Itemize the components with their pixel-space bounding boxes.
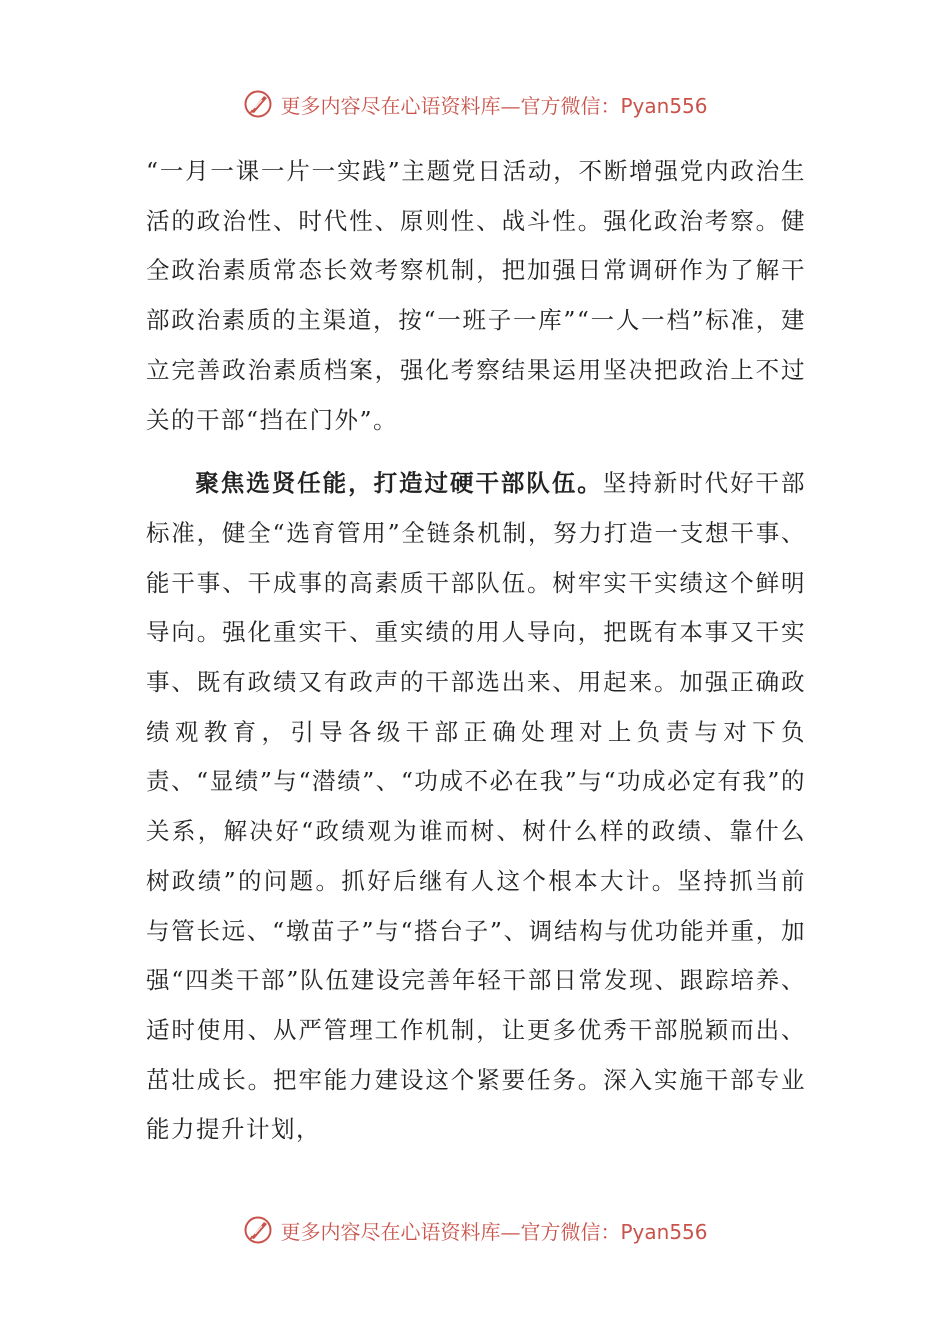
footer-banner bbox=[0, 1210, 950, 1250]
document-body bbox=[146, 147, 806, 1155]
banner-text bbox=[280, 90, 707, 119]
paragraph-2-body: 坚持新时代好干部标准，健全“选育管用”全链条机制，努力打造一支想干事、能干事、干成事的高素质干部队伍。树牢实干实绩这个鲜明导向。强化重实干、重实绩的用人导向，把既有本事又干实事、既有政绩又有政声的干部选出来、用起来。加强正确政绩观教育，引导各级干部正确处理对上负责与对下负责、“显绩”与“潜绩”、“功成不必在我”与“功成必定有我”的关系，解决好“政绩观为谁而树、树什么样的政绩、靠什么树政绩”的问题。抓好后继有人这个根本大计。坚持抓当前与管长远、“墩苗子”与“搭台子”、调结构与优功能并重，加强“四类干部”队伍建设完善年轻干部日常发现、跟踪培养、适时使用、从严管理工作机制，让更多优秀干部脱颖而出、茁壮成长。把牢能力建设这个紧要任务。深入实施干部专业能力提升计划， bbox=[146, 469, 807, 1144]
banner-prefix: 更多内容尽在心语资料库—官方微信： bbox=[280, 1219, 621, 1244]
paragraph-1: “一月一课一片一实践”主题党日活动，不断增强党内政治生活的政治性、时代性、原则性、战斗性。强化政治考察。健全政治素质常态长效考察机制，把加强日常调研作为了解干部政治素质的主渠道，按“一班子一库”“一人一档”标准，建立完善政治素质档案，强化考察结果运用坚决把政治上不过关的干部“挡在门外”。 bbox=[146, 157, 806, 434]
quill-pen-logo-icon bbox=[242, 88, 274, 120]
header-banner bbox=[0, 84, 950, 124]
paragraph-2 bbox=[146, 459, 806, 1155]
banner-prefix: 更多内容尽在心语资料库—官方微信： bbox=[280, 93, 621, 118]
banner-wechat-id: Pyan556 bbox=[620, 1219, 708, 1244]
banner-wechat-id: Pyan556 bbox=[620, 93, 708, 118]
quill-pen-logo-icon bbox=[242, 1214, 274, 1246]
banner-text bbox=[280, 1216, 707, 1245]
paragraph-2-heading: 聚焦选贤任能，打造过硬干部队伍。 bbox=[195, 469, 603, 498]
